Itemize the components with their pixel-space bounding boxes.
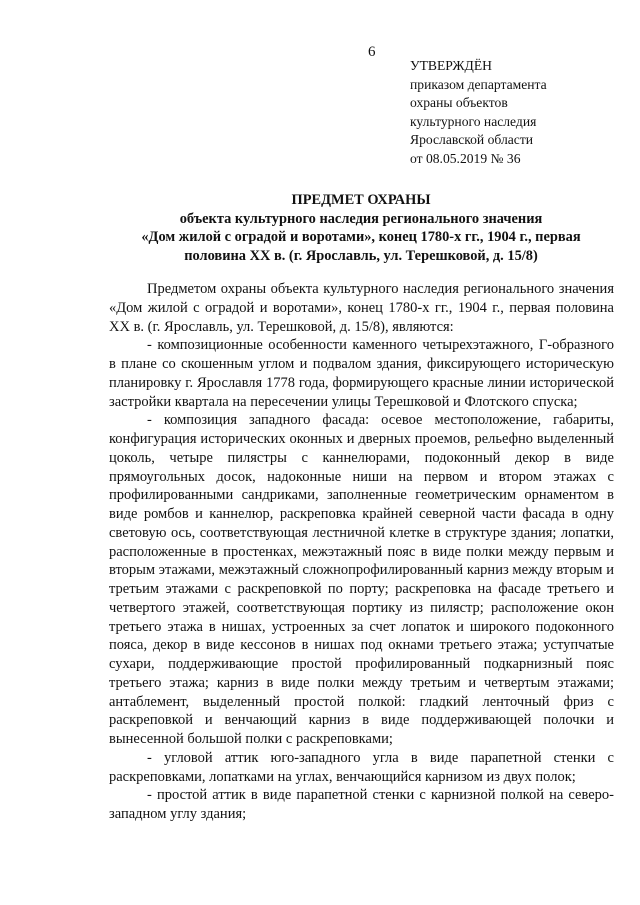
approval-line-heritage: культурного наследия (410, 113, 537, 129)
list-item-corner-attic: - угловой аттик юго-западного угла в виде парапетной стенки с раскреповками, лопатками на углах, венчающийся карнизом из двух полок; (109, 749, 614, 785)
list-item-composition: - композиционные особенности каменного четырехэтажного, Г-образного в плане со скошенным углом и подвалом здания, фиксирующего историческую планировку г. Ярославля 1778 года, формирующего красные линии исторической застройки квартала на пересечении улицы Терешковой и Флотского спуска; (109, 337, 614, 410)
list-item-simple-attic: - простой аттик в виде парапетной стенки с карнизной полкой на северо-западном углу здания; (109, 787, 614, 822)
approval-line-order: приказом департамента (410, 76, 547, 92)
list-item-west-facade: - композиция западного фасада: осевое местоположение, габариты, конфигурация исторических оконных и дверных проемов, рельефно выделенный цоколь, четыре пилястры с каннелюрами, подоконный декор в виде прямоугольных досок, надоконные ниши на первом и втором этажах с профилированными сандриками, заполненные геометрическим орнаментом в виде ромбов и каннелюр, раскреповка крайней северной части фасада в одну световую ось, соответствующая лестничной клетке в структуре здания; лопатки, расположенные в простенках, межэтажный пояс в виде полки между первым и вторым этажами, межэтажный сложнопрофилированный карниз между вторым и третьим этажами с раскреповкой по порту; раскреповка на фасаде третьего и четвертого этажей, соответствующая портику из пилястр; расположение окон третьего этажа в нишах, устроенных за счет лопаток и широкого подоконного пояса, декор в виде кессонов в нишах под окнами третьего этажа; уступчатые сухари, поддерживающие простой профилированный подкарнизный пояс третьего этажа; карниз в виде полки между третьим и четвертым этажами; антаблемент, выделенный простой полкой: гладкий ленточный фриз с раскреповкой и венчающий карниз в виде поддерживающей полочки и вынесенной большой полки с раскреповками; (109, 412, 614, 747)
title-heading: ПРЕДМЕТ ОХРАНЫ (291, 192, 431, 208)
document-body (109, 280, 614, 824)
approval-line-region: Ярославской области (410, 132, 534, 147)
title-line-2: «Дом жилой с оградой и воротами», конец 1780-х гг., 1904 г., первая (141, 229, 581, 246)
approval-stamp (410, 57, 547, 168)
approval-line-approved: УТВЕРЖДЁН (410, 58, 492, 73)
page-number: 6 (368, 44, 376, 60)
approval-line-department: охраны объектов (410, 95, 508, 110)
intro-paragraph: Предметом охраны объекта культурного наследия регионального значения «Дом жилой с оградой и воротами», конец 1780-х гг., 1904 г., первая половина XX в. (г. Ярославль, ул. Терешковой, д. 15/8), являются: (109, 281, 614, 335)
approval-line-date: от 08.05.2019 № 36 (410, 150, 521, 166)
document-title (96, 191, 626, 265)
title-line-3: половина XX в. (г. Ярославль, ул. Терешковой, д. 15/8) (184, 247, 538, 264)
title-line-1: объекта культурного наследия регионального значения (179, 210, 543, 227)
